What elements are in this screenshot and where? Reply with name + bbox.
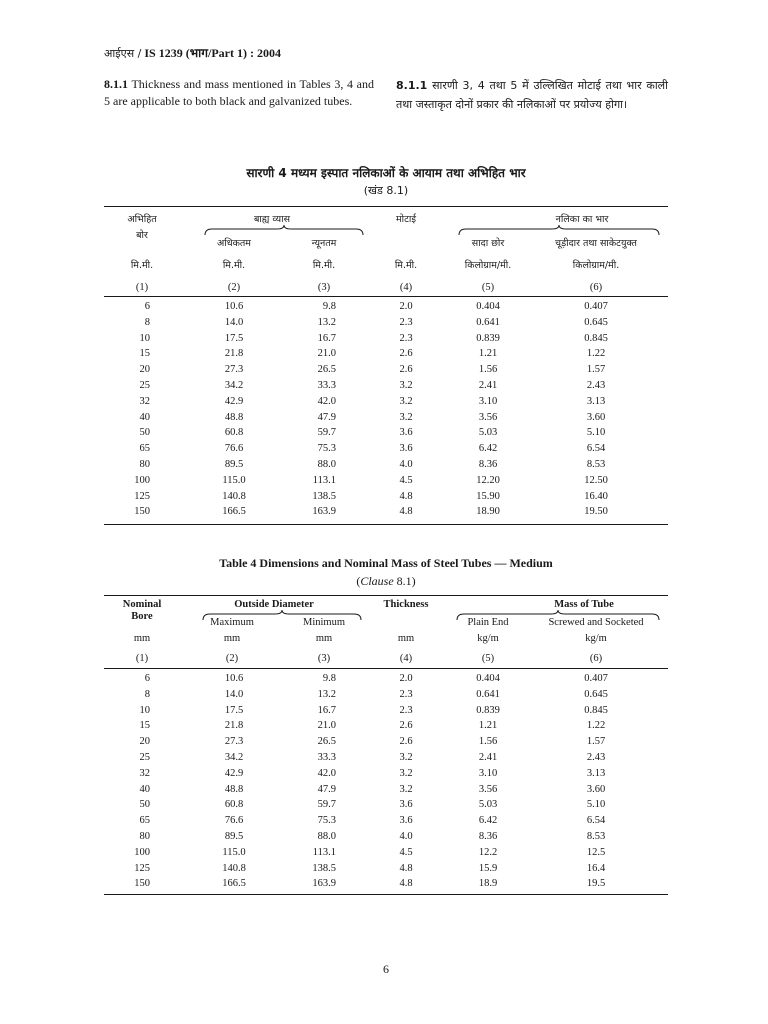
english-table	[104, 595, 668, 895]
table-cell-col4: 4.0	[399, 831, 413, 842]
table-cell-col5: 12.2	[478, 846, 498, 858]
header-bottom-rule	[104, 296, 668, 297]
unit-col2: मि.मी.	[222, 260, 246, 271]
header-outside-diameter: बाह्य व्यास	[253, 214, 291, 225]
table-cell-col4: 2.0	[399, 301, 413, 312]
table-cell-col3: 21.0	[317, 348, 336, 360]
table-cell-col3: 21.0	[317, 720, 336, 732]
table-cell-col2: 27.3	[224, 736, 244, 748]
table-cell-col2: 89.5	[224, 459, 244, 470]
colnum-1: (1)	[135, 282, 149, 293]
table-cell-col5: 12.20	[476, 474, 500, 486]
table-cell-col4: 4.5	[399, 846, 413, 858]
table-cell-col4: 2.0	[399, 673, 413, 684]
unit-col2: mm	[223, 633, 241, 644]
table-cell-col1: 15	[139, 720, 150, 732]
unit-col4: मि.मी.	[394, 260, 418, 271]
table-cell-col5: 5.03	[478, 799, 498, 811]
table-cell-col3: 75.3	[317, 815, 336, 827]
table-cell-col6: 5.10	[586, 427, 606, 439]
table-cell-col4: 3.6	[399, 427, 413, 439]
unit-col5: kg/m	[477, 633, 499, 644]
table-cell-col2: 17.5	[224, 704, 244, 716]
table-cell-col1: 6	[144, 301, 150, 312]
table-cell-col1: 100	[134, 846, 150, 858]
header-screwed: Screwed and Socketed	[548, 617, 644, 628]
table-cell-col6: 19.5	[586, 878, 606, 890]
table-cell-col6: 0.645	[584, 316, 608, 328]
table-cell-col2: 140.8	[222, 490, 246, 502]
colnum-5: (5)	[481, 653, 495, 664]
table-cell-col1: 80	[139, 831, 150, 842]
table-cell-col4: 4.8	[399, 862, 413, 874]
colnum-3: (3)	[317, 282, 331, 293]
table-cell-col2: 27.3	[224, 364, 244, 376]
table-cell-col4: 2.3	[399, 332, 413, 344]
table-cell-col2: 14.0	[224, 316, 244, 328]
table-cell-col2: 76.6	[224, 815, 244, 827]
english-table-clause	[104, 574, 668, 589]
table-cell-col2: 21.8	[224, 720, 244, 732]
table-cell-col5: 2.41	[478, 380, 498, 391]
table-cell-col2: 14.0	[224, 688, 244, 700]
unit-col3: mm	[315, 633, 333, 644]
table-cell-col5: 1.21	[478, 720, 498, 732]
table-cell-col5: 6.42	[478, 443, 498, 455]
table-cell-col2: 42.9	[224, 767, 244, 779]
table-cell-col4: 2.3	[399, 316, 413, 328]
clause-hindi-number: 8.1.1	[396, 79, 428, 92]
header-od-max: Maximum	[210, 617, 254, 628]
table-cell-col3: 42.0	[317, 395, 336, 407]
table-cell-col3: 47.9	[317, 783, 336, 795]
table-cell-col3: 26.5	[317, 736, 336, 748]
table-cell-col6: 3.13	[586, 767, 606, 779]
colnum-4: (4)	[399, 282, 413, 293]
table-cell-col4: 2.6	[399, 720, 413, 732]
header-code: IS 1239	[144, 46, 183, 60]
table-cell-col3: 16.7	[317, 332, 336, 344]
table-cell-col5: 8.36	[478, 459, 498, 470]
table-cell-col4: 4.8	[399, 878, 413, 890]
table-cell-col3: 59.7	[317, 427, 336, 439]
unit-col1: mm	[133, 633, 151, 644]
table-cell-col1: 10	[139, 704, 150, 716]
unit-col6: किलोग्राम/मी.	[572, 260, 620, 271]
table-cell-col5: 8.36	[478, 831, 498, 842]
running-header	[104, 44, 281, 61]
table-cell-col2: 42.9	[224, 395, 244, 407]
table-cell-col1: 100	[134, 474, 150, 486]
table-cell-col2: 34.2	[224, 380, 244, 391]
table-cell-col5: 0.839	[476, 332, 500, 344]
table-cell-col3: 75.3	[317, 443, 336, 455]
table-cell-col2: 166.5	[222, 878, 246, 890]
table-cell-col4: 2.6	[399, 348, 413, 360]
table-cell-col4: 2.6	[399, 736, 413, 748]
table-cell-col5: 0.404	[476, 301, 500, 312]
brace-mass	[458, 224, 660, 236]
table-cell-col5: 2.41	[478, 752, 498, 763]
header-bore-line2: Bore	[131, 611, 153, 622]
table-cell-col6: 3.13	[586, 395, 606, 407]
table-cell-col6: 3.60	[586, 411, 606, 423]
table-cell-col6: 16.40	[584, 490, 608, 502]
header-plain-end: सादा छोर	[471, 238, 505, 249]
table-bottom-rule	[104, 894, 668, 895]
table-cell-col3: 163.9	[312, 878, 336, 890]
clause-english	[104, 76, 374, 110]
table-cell-col3: 113.1	[312, 846, 336, 858]
table-cell-col6: 3.60	[586, 783, 606, 795]
brace-outside-diameter	[204, 224, 364, 236]
table-cell-col2: 34.2	[224, 752, 244, 763]
table-cell-col1: 65	[139, 443, 150, 455]
table-cell-col6: 0.645	[584, 688, 608, 700]
table-cell-col4: 4.8	[399, 490, 413, 502]
table-cell-col4: 3.2	[399, 752, 413, 763]
table-cell-col4: 3.2	[399, 411, 413, 423]
clause-hindi-text: सारणी 3, 4 तथा 5 में उल्लिखित मोटाई तथा भार काली तथा जस्ताकृत दोनों प्रकार की नलिकाओं पर प्रयोज्य होगा।	[396, 79, 668, 111]
table-cell-col3: 9.8	[322, 673, 336, 684]
hindi-table-clause: (खंड 8.1)	[363, 184, 409, 197]
table-cell-col6: 1.57	[586, 736, 606, 748]
table-cell-col3: 33.3	[317, 380, 336, 391]
clause-word: Clause	[360, 574, 394, 588]
header-od-min: न्यूनतम	[311, 238, 337, 249]
colnum-2: (2)	[227, 282, 241, 293]
header-screwed: चूड़ीदार तथा साकेटयुक्त	[555, 238, 637, 249]
header-od-max: अधिकतम	[217, 238, 251, 249]
table-cell-col2: 140.8	[222, 862, 246, 874]
colnum-4: (4)	[399, 653, 413, 664]
table-cell-col1: 8	[144, 316, 150, 328]
table-cell-col3: 13.2	[317, 316, 336, 328]
table-cell-col1: 125	[134, 490, 150, 502]
table-cell-col1: 40	[139, 783, 150, 795]
table-cell-col5: 1.21	[478, 348, 498, 360]
table-cell-col1: 8	[144, 688, 150, 700]
table-cell-col1: 125	[134, 862, 150, 874]
table-cell-col5: 3.10	[478, 395, 498, 407]
unit-col6: kg/m	[585, 633, 607, 644]
table-cell-col3: 9.8	[322, 301, 336, 312]
table-cell-col5: 1.56	[478, 364, 498, 376]
table-cell-col1: 20	[139, 364, 150, 376]
hindi-table-title: सारणी 4 मध्यम इस्पात नलिकाओं के आयाम तथा अभिहित भार	[246, 166, 526, 180]
table-cell-col1: 40	[139, 411, 150, 423]
table-cell-col3: 16.7	[317, 704, 336, 716]
table-top-rule	[104, 206, 668, 207]
table-cell-col4: 3.6	[399, 815, 413, 827]
colnum-6: (6)	[589, 282, 603, 293]
table-bottom-rule	[104, 524, 668, 525]
header-hindi: आईएस /	[104, 47, 142, 60]
table-cell-col4: 3.2	[399, 380, 413, 391]
header-bore-line1: Nominal	[122, 599, 162, 610]
table-cell-col4: 2.6	[399, 364, 413, 376]
table-cell-col2: 17.5	[224, 332, 244, 344]
table-cell-col4: 2.3	[399, 688, 413, 700]
table-cell-col6: 1.22	[586, 348, 606, 360]
table-cell-col3: 42.0	[317, 767, 336, 779]
table-top-rule	[104, 595, 668, 596]
table-cell-col2: 89.5	[224, 831, 244, 842]
table-cell-col5: 18.9	[478, 878, 498, 890]
table-cell-col1: 25	[139, 380, 150, 391]
header-mass: नलिका का भार	[555, 214, 609, 225]
table-cell-col1: 80	[139, 459, 150, 470]
table-cell-col5: 5.03	[478, 427, 498, 439]
table-cell-col6: 2.43	[586, 752, 606, 763]
table-cell-col4: 2.3	[399, 704, 413, 716]
table-cell-col5: 15.9	[478, 862, 498, 874]
table-cell-col2: 10.6	[224, 673, 244, 684]
table-cell-col5: 0.839	[476, 704, 500, 716]
table-cell-col4: 4.0	[399, 459, 413, 470]
colnum-2: (2)	[225, 653, 239, 664]
table-cell-col6: 12.50	[584, 474, 608, 486]
table-cell-col5: 3.56	[478, 783, 498, 795]
table-cell-col1: 32	[139, 395, 150, 407]
table-cell-col2: 48.8	[224, 783, 244, 795]
unit-col3: मि.मी.	[312, 260, 336, 271]
unit-col1: मि.मी.	[130, 260, 154, 271]
table-cell-col3: 163.9	[312, 506, 336, 518]
table-cell-col3: 138.5	[312, 490, 336, 502]
header-thickness: मोटाई	[395, 214, 417, 225]
table-cell-col5: 0.641	[476, 688, 500, 700]
header-bore-line1: अभिहित	[127, 214, 157, 225]
unit-col4: mm	[397, 633, 415, 644]
header-part: (भाग/Part 1) : 2004	[185, 46, 281, 60]
table-cell-col6: 0.845	[584, 704, 608, 716]
table-cell-col4: 3.2	[399, 783, 413, 795]
page-number: 6	[383, 962, 389, 976]
english-table-title: Table 4 Dimensions and Nominal Mass of Steel Tubes — Medium	[219, 556, 553, 570]
clause-open-paren: (	[356, 574, 361, 588]
table-cell-col2: 48.8	[224, 411, 244, 423]
table-cell-col4: 3.6	[399, 443, 413, 455]
header-bore-line2: बोर	[136, 230, 148, 241]
colnum-1: (1)	[135, 653, 149, 664]
table-cell-col5: 0.641	[476, 316, 500, 328]
table-cell-col6: 1.57	[586, 364, 606, 376]
table-cell-col6: 16.4	[586, 862, 606, 874]
header-bottom-rule	[104, 668, 668, 669]
table-cell-col6: 6.54	[586, 815, 606, 827]
table-cell-col1: 50	[139, 427, 150, 439]
table-cell-col2: 60.8	[224, 799, 244, 811]
table-cell-col1: 15	[139, 348, 150, 360]
table-cell-col2: 115.0	[222, 474, 246, 486]
table-cell-col1: 150	[134, 506, 150, 518]
table-cell-col2: 115.0	[222, 846, 246, 858]
colnum-3: (3)	[317, 653, 331, 664]
table-cell-col2: 166.5	[222, 506, 246, 518]
table-cell-col6: 8.53	[586, 831, 606, 842]
table-cell-col6: 1.22	[586, 720, 606, 732]
clause-english-number: 8.1.1	[104, 77, 128, 91]
table-cell-col3: 47.9	[317, 411, 336, 423]
table-cell-col6: 19.50	[584, 506, 608, 518]
table-cell-col6: 12.5	[586, 846, 606, 858]
table-cell-col3: 88.0	[317, 459, 336, 470]
clause-hindi	[396, 76, 668, 114]
table-cell-col1: 6	[144, 673, 150, 684]
table-cell-col1: 50	[139, 799, 150, 811]
table-cell-col5: 15.90	[476, 490, 500, 502]
table-cell-col6: 5.10	[586, 799, 606, 811]
hindi-table	[104, 206, 668, 526]
table-cell-col3: 59.7	[317, 799, 336, 811]
header-thickness: Thickness	[383, 599, 429, 610]
table-cell-col6: 0.407	[584, 301, 608, 312]
colnum-6: (6)	[589, 653, 603, 664]
table-cell-col1: 65	[139, 815, 150, 827]
table-cell-col5: 3.10	[478, 767, 498, 779]
table-cell-col6: 6.54	[586, 443, 606, 455]
table-cell-col1: 150	[134, 878, 150, 890]
table-cell-col4: 3.2	[399, 395, 413, 407]
header-od-min: Minimum	[302, 617, 346, 628]
table-cell-col5: 18.90	[476, 506, 500, 518]
table-cell-col5: 6.42	[478, 815, 498, 827]
table-cell-col1: 10	[139, 332, 150, 344]
table-cell-col4: 3.2	[399, 767, 413, 779]
unit-col5: किलोग्राम/मी.	[464, 260, 512, 271]
table-cell-col4: 3.6	[399, 799, 413, 811]
table-cell-col3: 113.1	[312, 474, 336, 486]
table-cell-col1: 20	[139, 736, 150, 748]
table-cell-col5: 0.404	[476, 673, 500, 684]
table-cell-col2: 21.8	[224, 348, 244, 360]
table-cell-col1: 25	[139, 752, 150, 763]
clause-number: 8.1)	[393, 574, 416, 588]
table-cell-col1: 32	[139, 767, 150, 779]
table-cell-col2: 76.6	[224, 443, 244, 455]
table-cell-col2: 10.6	[224, 301, 244, 312]
table-cell-col6: 0.845	[584, 332, 608, 344]
table-cell-col3: 26.5	[317, 364, 336, 376]
header-mass: Mass of Tube	[554, 599, 614, 610]
table-cell-col6: 2.43	[586, 380, 606, 391]
table-cell-col6: 8.53	[586, 459, 606, 470]
clause-english-text: Thickness and mass mentioned in Tables 3, 4 and 5 are applicable to both black and galvanized tubes.	[104, 77, 374, 108]
table-cell-col3: 138.5	[312, 862, 336, 874]
table-cell-col4: 4.5	[399, 474, 413, 486]
table-cell-col2: 60.8	[224, 427, 244, 439]
table-cell-col5: 3.56	[478, 411, 498, 423]
table-cell-col3: 88.0	[317, 831, 336, 842]
header-outside-diameter: Outside Diameter	[234, 599, 314, 610]
table-cell-col4: 4.8	[399, 506, 413, 518]
header-plain-end: Plain End	[467, 617, 509, 628]
table-cell-col6: 0.407	[584, 673, 608, 684]
colnum-5: (5)	[481, 282, 495, 293]
table-cell-col3: 13.2	[317, 688, 336, 700]
table-cell-col3: 33.3	[317, 752, 336, 763]
table-cell-col5: 1.56	[478, 736, 498, 748]
